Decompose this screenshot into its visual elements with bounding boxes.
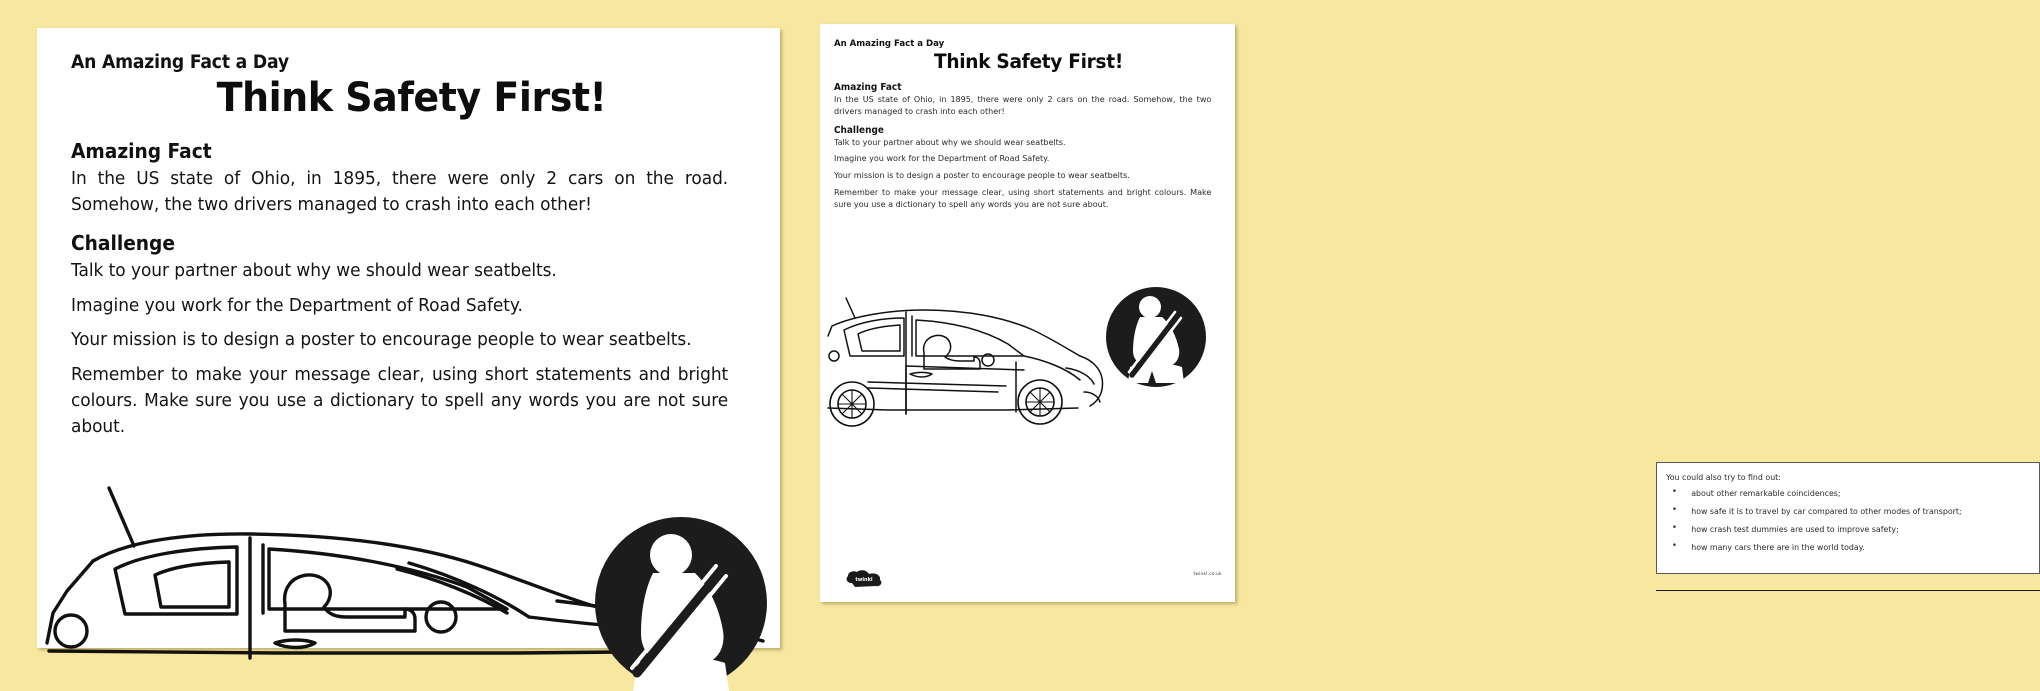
list-item: • how crash test dummies are used to improve safety; [1666, 524, 2028, 534]
section-heading-challenge: Challenge [71, 230, 175, 255]
thumb-car-line-drawing [828, 296, 1118, 426]
list-item: • how many cars there are in the world today. [1666, 542, 2028, 552]
footer-url: twinkl.co.uk [1193, 572, 1222, 577]
footer-divider [1656, 590, 2040, 591]
thumb-seatbelt-icon [1104, 285, 1208, 389]
find-out-lead: You could also try to find out: [1666, 472, 1781, 482]
page-title: Think Safety First! [216, 75, 607, 121]
find-out-box [1656, 462, 2040, 574]
thumb-challenge-paragraph: Talk to your partner about why we should wear seatbelts. [834, 136, 1066, 147]
thumb-page-kicker: An Amazing Fact a Day [834, 38, 945, 49]
amazing-fact-text: In the US state of Ohio, in 1895, there were only 2 cars on the road. Somehow, the two drivers managed to crash into each other! [71, 169, 729, 215]
thumb-challenge-paragraph: Your mission is to design a poster to encourage people to wear seatbelts. [834, 170, 1130, 181]
challenge-paragraph: Imagine you work for the Department of Road Safety. [71, 295, 523, 316]
thumb-section-heading-challenge: Challenge [834, 124, 884, 136]
list-item: • how safe it is to travel by car compared to other modes of transport; [1666, 506, 2028, 516]
worksheet-page-main[interactable] [37, 28, 780, 648]
challenge-paragraph: Your mission is to design a poster to encourage people to wear seatbelts. [71, 330, 692, 351]
twinkl-cloud-logo [845, 570, 885, 588]
seatbelt-icon [593, 515, 769, 691]
list-item: • about other remarkable coincidences; [1666, 488, 2028, 498]
thumbnail-content [834, 38, 1223, 215]
section-heading-amazing-fact: Amazing Fact [71, 139, 212, 163]
challenge-paragraph: Talk to your partner about why we should wear seatbelts. [71, 260, 557, 281]
page-kicker: An Amazing Fact a Day [71, 52, 289, 73]
svg-text:twinkl: twinkl [855, 577, 873, 583]
thumb-challenge-paragraph: Remember to make your message clear, using short statements and bright colours. Make sure you use a dictionary to spell any words you are not sure about. [834, 186, 1212, 209]
find-out-list [1657, 488, 2039, 552]
thumb-page-title: Think Safety First! [933, 50, 1124, 73]
challenge-paragraph: Remember to make your message clear, using short statements and bright colours. Make sure you use a dictionary to spell any words you are not sure about. [71, 365, 729, 438]
thumb-section-heading-amazing-fact: Amazing Fact [834, 82, 902, 93]
thumb-amazing-fact-text: In the US state of Ohio, in 1895, there were only 2 cars on the road. Somehow, the two drivers managed to crash into each other! [834, 94, 1212, 116]
main-page-content [71, 52, 752, 453]
thumb-challenge-paragraph: Imagine you work for the Department of Road Safety. [834, 153, 1050, 164]
